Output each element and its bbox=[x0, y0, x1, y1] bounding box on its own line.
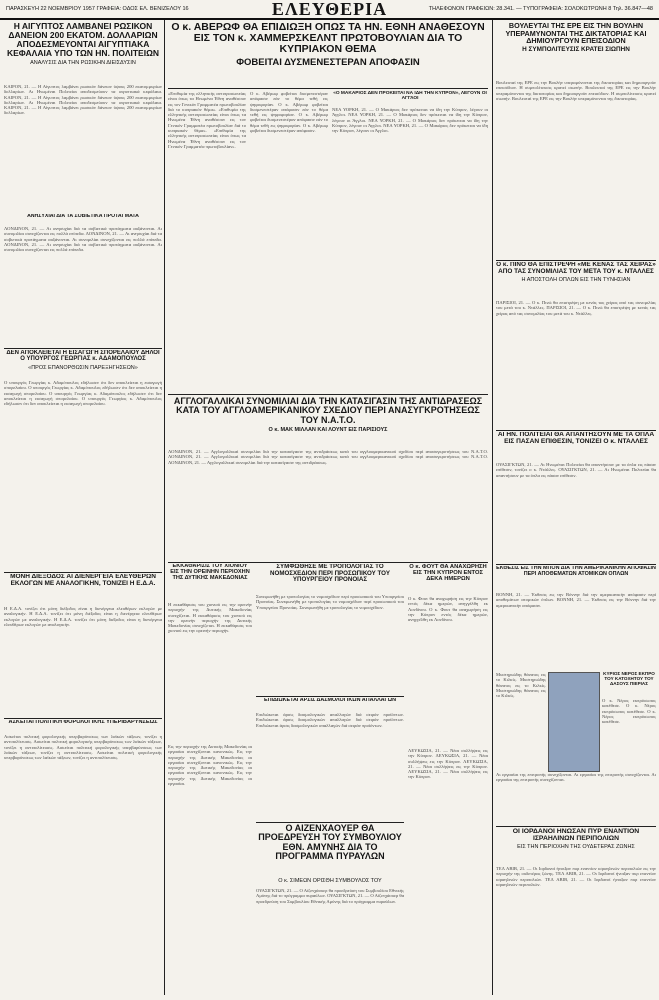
nato-subhead: Ο κ. ΜΑΚ ΜΙΛΛΑΝ ΚΑΙ ΛΟΥΝΤ ΕΙΣ ΠΑΡΙΣΙΟΥΣ bbox=[268, 427, 388, 434]
soviet-headline: ΑΝΗΣΥΧΙΑΙ ΔΙΑ ΤΑ ΣΟΒΙΕΤΙΚΑ ΠΡΟΤΑΓΜΑΤΑ bbox=[27, 214, 139, 219]
pino-body: ΠΑΡΙΣΙΟΙ, 21. — Ο κ. Πινώ θα επιστρέψη με κενάς τας χείρας από τας συνομιλίας του μετά του κ. Ντάλλες. ΠΑΡΙΣΙΟΙ, 21. — Ο κ. Πινώ θα επιστρέψη με κενάς τας χείρας από τας συνομιλίας του μετά του κ. Ντάλλες. bbox=[496, 300, 656, 316]
tariff-body: Επιδιώκεται άρσις δασμολογικών απαλλαγών διά σειράν προϊόντων. Επιδιώκεται άρσις δασμολογικών απαλλαγών διά σειράν προϊόντων. Επιδιώκεται άρσις δασμολογικών απαλλαγών διά σειράν προϊόντων. bbox=[256, 712, 404, 728]
snow-body: Η εκκαθάρισις του χιονιού εις την ορεινήν περιοχήν της Δυτικής Μακεδονίας συνεχίζεται. Η εκκαθάρισις του χιονιού εις την ορεινήν περιοχήν της Δυτικής Μακεδονίας συνεχίζεται. Η εκκαθάρισις του χιονιού εις την ορεινήν περιοχήν. bbox=[168, 602, 252, 634]
egypt-body: ΚΑΙΡΟΝ, 21. — Η Αίγυπτος λαμβάνει ρωσικόν δάνειον ύψους 200 εκατομμυρίων δολλαρίων. Αι Ηνωμέναι Πολιτείαι αποδεσμεύουν τα αιγυπτιακά κεφάλαια. ΚΑΙΡΟΝ, 21. — Η Αίγυπτος λαμβάνει ρωσικόν δάνειον ύψους 200 εκατομμυρίων δολλαρίων. Αι Ηνωμέναι Πολιτείαι αποδεσμεύουν τα αιγυπτιακά κεφάλαια. ΚΑΙΡΟΝ, 21. — Η Αίγυπτος λαμβάνει ρωσικόν δάνειον ύψους 200 εκατομμυρίων δολλαρίων. bbox=[4, 84, 162, 116]
foot-article bbox=[408, 564, 488, 594]
macedonia-body: Εις την περιοχήν της Δυτικής Μακεδονίας αι εργασίαι συνεχίζονται κανονικώς. Εις την περιοχήν της Δυτικής Μακεδονίας αι εργασίαι συνεχίζονται κανονικώς. Εις την περιοχήν της Δυτικής Μακεδονίας αι εργασίαι συνεχίζονται κανονικώς. Εις την περιοχήν της Δυτικής Μακεδονίας αι εργασίαι. bbox=[168, 744, 252, 787]
eda-body: Η Ε.Δ.Α. τονίζει ότι μόνη διέξοδος είναι η διενέργεια ελευθέρων εκλογών με αναλογικήν. Η Ε.Δ.Α. τονίζει ότι μόνη διέξοδος είναι η διενέργεια ελευθέρων εκλογών με αναλογικήν. Η Ε.Δ.Α. τονίζει ότι μόνη διέξοδος είναι η διενέργεια ελευθέρων εκλογών με αναλογικήν. bbox=[4, 606, 162, 627]
tariff-headline: ΕΠΙΔΙΩΚΕΤΑΙ ΑΡΣΙΣ ΔΑΣΜΟΛΟΓΙΚΩΝ ΑΠΑΛΛΑΓΩΝ bbox=[263, 698, 397, 703]
dulles-headline: ΑΙ ΗΝ. ΠΟΛΙΤΕΙΑΙ ΘΑ ΑΠΑΝΤΗΣΟΥΝ ΜΕ ΤΑ ΟΠΛΑ ΕΙΣ ΠΑΣΑΝ ΕΠΙΘΕΣΙΝ, ΤΟΝΙΖΕΙ Ο κ. ΝΤΑΛΛΕΣ bbox=[497, 432, 655, 445]
jordan-headline: ΟΙ ΙΟΡΔΑΝΟΙ ΗΝΩΣΑΝ ΠΥΡ ΕΝΑΝΤΙΟΝ ΙΣΡΑΗΛΙΝΩΝ ΠΕΡΙΠΟΛΙΩΝ bbox=[512, 828, 640, 843]
vouleftai-headline: ΒΟΥΛΕΥΤΑΙ ΤΗΣ ΕΡΕ ΕΙΣ ΤΗΝ ΒΟΥΛΗΝ ΥΠΕΡΑΜΥΝΟΝΤΑΙ ΤΗΣ ΔΙΚΤΑΤΟΡΙΑΣ ΚΑΙ ΔΗΜΙΟΥΡΓΟΥΝ ΕΠΕΙΣΟΔΙΟΝ bbox=[505, 22, 647, 46]
foot-body: Ο κ. Φουτ θα αναχωρήση εις την Κύπρον εντός δέκα ημερών, ανηγγέλθη εκ Λονδίνου. Ο κ. Φουτ θα αναχωρήση εις την Κύπρον εντός δέκα ημερών, ανηγγέλθη εκ Λονδίνου. bbox=[408, 596, 488, 623]
vouleftai-article bbox=[496, 22, 656, 78]
jordan-body: ΤΕΛ ΑΒΙΒ, 21. — Οι Ιορδανοί ήνοιξαν πυρ εναντίον ισραηλινών περιπολιών εις την περιοχήν της ουδετέρας ζώνης. ΤΕΛ ΑΒΙΒ, 21. — Οι Ιορδανοί ήνοιξαν πυρ εναντίον ισραηλινών περιπολιών. ΤΕΛ ΑΒΙΒ, 21. — Οι Ιορδανοί ήνοιξαν πυρ εναντίον ισραηλινών περιπολιών. bbox=[496, 866, 656, 887]
soviet-section bbox=[4, 214, 162, 224]
averof-body-col2: Ο κ. Αβέρωφ φοβείται δυσμενεστέραν απόφασιν εάν το θέμα τεθή εις ψηφοφορίαν. Ο κ. Αβέρωφ φοβείται δυσμενεστέραν απόφασιν εάν το θέμα τεθή εις ψηφοφορίαν. Ο κ. Αβέρωφ φοβείται δυσμενεστέραν απόφασιν εάν το θέμα τεθή εις ψηφοφορίαν. Ο κ. Αβέρωφ φοβείται δυσμενεστέραν απόφασιν. bbox=[250, 91, 328, 134]
pronoia-article bbox=[256, 564, 404, 592]
egypt-article bbox=[4, 22, 162, 82]
eisenhower-article bbox=[256, 824, 404, 876]
nato-headline: ΑΓΓΛΟΓΑΛΛΙΚΑΙ ΣΥΝΟΜΙΛΙΑΙ ΔΙΑ ΤΗΝ ΚΑΤΑΣΙΓΑΣΙΝ ΤΗΣ ΑΝΤΙΔΡΑΣΕΩΣ ΚΑΤΑ ΤΟΥ ΑΓΓΛΟΑΜΕΡΙΚΑΝΙΚΟΥ ΣΧΕΔΙΟΥ ΠΕΡΙ ΑΝΑΣΥΓΚΡΟΤΗΣΕΩΣ ΤΟΥ Ν.Α.Τ.Ο. bbox=[173, 397, 483, 425]
dulles-body: ΟΥΑΣΙΓΚΤΩΝ, 21. — Αι Ηνωμέναι Πολιτείαι θα απαντήσουν με τα όπλα εις πάσαν επίθεσιν, τονίζει ο κ. Ντάλλες. ΟΥΑΣΙΓΚΤΩΝ, 21. — Αι Ηνωμέναι Πολιτείαι θα απαντήσουν με τα όπλα εις πάσαν επίθεσιν. bbox=[496, 462, 656, 478]
makarios-article bbox=[332, 91, 488, 105]
egypt-subhead: ΑΝΑΛΥΣΙΣ ΔΙΑ ΤΗΝ ΡΩΣΙΚΗΝ ΔΙΕΙΣΔΥΣΙΝ bbox=[30, 59, 136, 66]
sporelaio-article bbox=[4, 350, 162, 378]
pino-subhead: Η ΑΠΟΣΤΟΛΗ ΟΠΛΩΝ ΕΙΣ ΤΗΝ ΤΥΝΗΣΙΑΝ bbox=[521, 277, 631, 284]
sporelaio-headline: ΔΕΝ ΑΠΟΚΛΕΙΕΤΑΙ Η ΕΙΣΑΓΩΓΗ ΣΠΟΡΕΛΑΙΟΥ ΔΗΛΟΙ Ο ΥΠΟΥΡΓΟΣ ΓΕΩΡΓΙΑΣ κ. ΑΔΑΜΟΠΟΥΛΟΣ bbox=[6, 350, 160, 363]
makarios-headline: «Ο ΜΑΚΑΡΙΟΣ ΔΕΝ ΠΡΟΚΕΙΤΑΙ ΝΑ ΙΔΗ ΤΗΝ ΚΥΠΡΟΝ», ΛΕΓΟΥΝ ΟΙ ΑΓΓΛΟΙ bbox=[333, 91, 487, 102]
vouleftai-subheadline: Η ΣΥΜΠΟΛΙΤΕΥΣΙΣ ΚΡΑΤΕΙ ΣΙΩΠΗΝ bbox=[522, 45, 630, 53]
tax-article bbox=[4, 720, 162, 732]
snow-article bbox=[168, 564, 252, 600]
nato-article bbox=[168, 397, 488, 447]
vouleftai-body: Βουλευταί της ΕΡΕ εις την Βουλήν υπεραμύνονται της δικτατορίας και δημιουργούν επεισόδιον. Η συμπολίτευσις κρατεί σιωπήν. Βουλευταί της ΕΡΕ εις την Βουλήν υπεραμύνονται της δικτατορίας και δημιουργούν επεισόδιον. Η συμπολίτευσις κρατεί σιωπήν. Βουλευταί της ΕΡΕ εις την Βουλήν υπεραμύνονται της δικτατορίας. bbox=[496, 80, 656, 101]
eisenhower-body: ΟΥΑΣΙΓΚΤΩΝ, 21. — Ο Αϊζενχάουερ θα προεδρεύση του Συμβουλίου Εθνικής Αμύνης διά το πρόγραμμα πυραύλων. ΟΥΑΣΙΓΚΤΩΝ, 21. — Ο Αϊζενχάουερ θα προεδρεύση του Συμβουλίου Εθνικής Αμύνης διά το πρόγραμμα πυραύλων. bbox=[256, 888, 404, 904]
neros-body: Ο κ. Νέρος εκπρόσωπος κατέθεσε. Ο κ. Νέρος εκπρόσωπος κατέθεσε. Ο κ. Νέρος εκπρόσωπος κατέθεσε. bbox=[602, 698, 656, 725]
soviet-body: ΛΟΝΔΙΝΟΝ, 21. — Αι ανησυχίαι διά τα σοβιετικά προτάγματα αυξάνονται. Αι συνομιλίαι συνεχίζονται εις πολλά επίπεδα. ΛΟΝΔΙΝΟΝ, 21. — Αι ανησυχίαι διά τα σοβιετικά προτάγματα αυξάνονται. Αι συνομιλίαι συνεχίζονται εις πολλά επίπεδα. ΛΟΝΔΙΝΟΝ, 21. — Αι ανησυχίαι διά τα σοβιετικά προτάγματα αυξάνονται. Αι συνομιλίαι συνεχίζονται εις πολλά επίπεδα. bbox=[4, 226, 162, 253]
averof-subheadline: ΦΟΒΕΙΤΑΙ ΔΥΣΜΕΝΕΣΤΕΡΑΝ ΑΠΟΦΑΣΙΝ bbox=[236, 57, 420, 69]
tax-body: Ασκείται πολιτική φορολογικής υπερβαρύνσεως των λαϊκών τάξεων, τονίζει η αντιπολίτευσις. Ασκείται πολιτική φορολογικής υπερβαρύνσεως των λαϊκών τάξεων, τονίζει η αντιπολίτευσις. Ασκείται πολιτική φορολογικής υπερβαρύνσεως των λαϊκών τάξεων, τονίζει η αντιπολίτευσις. Ασκείται πολιτική φορολογικής υπερβαρύνσεως των λαϊκών τάξεων, τονίζει η αντιπολίτευσις. bbox=[4, 734, 162, 761]
photo-side-left: Μυστηριώδης θάνατος εις το Κιλκίς. Μυστηριώδης θάνατος εις το Κιλκίς. Μυστηριώδης θάνατος εις το Κιλκίς. bbox=[496, 672, 546, 699]
pino-article bbox=[496, 262, 656, 298]
tariff-article bbox=[256, 698, 404, 710]
jordan-article bbox=[496, 828, 656, 864]
tax-headline: ΑΣΚΕΙΤΑΙ ΠΟΛΙΤΙΚΗ ΦΟΡΟΛΟΓΙΚΗΣ ΥΠΕΡΙΒΑΡΥΝΣΕΩΣ bbox=[8, 720, 158, 725]
makarios-body: ΝΕΑ ΥΟΡΚΗ, 21. — Ο Μακάριος δεν πρόκειται να ίδη την Κύπρον, λέγουν οι Άγγλοι. ΝΕΑ ΥΟΡΚΗ, 21. — Ο Μακάριος δεν πρόκειται να ίδη την Κύπρον, λέγουν οι Άγγλοι. ΝΕΑ ΥΟΡΚΗ, 21. — Ο Μακάριος δεν πρόκειται να ίδη την Κύπρον, λέγουν οι Άγγλοι. ΝΕΑ ΥΟΡΚΗ, 21. — Ο Μακάριος δεν πρόκειται να ίδη την Κύπρον, λέγουν οι Άγγλοι. bbox=[332, 107, 488, 134]
pronoia-body: Συνεφωνήθη με τροπολογίας το νομοσχέδιον περί προσωπικού του Υπουργείου Προνοίας. Συνεφωνήθη με τροπολογίας το νομοσχέδιον περί προσωπικού του Υπουργείου Προνοίας. Συνεφωνήθη με τροπολογίας το νομοσχέδιον. bbox=[256, 594, 404, 610]
dulles-article bbox=[496, 432, 656, 460]
eda-headline: ΜΟΝΗ ΔΙΕΞΟΔΟΣ ΑΙ ΔΙΕΝΕΡΓΕΙΑ ΕΛΕΥΘΕΡΩΝ ΕΚΛΟΓΩΝ ΜΕ ΑΝΑΛΟΓΙΚΗΝ, ΤΟΝΙΖΕΙ Η Ε.Δ.Α. bbox=[10, 574, 156, 587]
eisenhower-subhead: Ο κ. ΣΙΜΕΩΝ ΟΡΙΣΘΗ ΣΥΜΒΟΥΛΟΣ ΤΟΥ bbox=[278, 878, 382, 884]
masthead-title: ΕΛΕΥΘΕΡΙΑ bbox=[271, 0, 388, 19]
neros-headline: ΚΥΡΙΟΣ ΝΕΡΟΣ ΕΚΠΡΟ ΤΟΥ ΚΑΤΟΧΗΤΟΥ ΤΟΥ ΔΑΣΟΥΣ ΠΙΕΡΙΑΣ bbox=[603, 672, 655, 686]
sporelaio-subhead: «ΠΡΟΣ ΕΠΑΝΟΡΘΩΣΙΝ ΠΑΡΕΞΗΓΗΣΕΩΝ» bbox=[28, 364, 138, 371]
cyprus-body: ΛΕΥΚΩΣΙΑ, 21. — Νέαι συλλήψεις εις την Κύπρον. ΛΕΥΚΩΣΙΑ, 21. — Νέαι συλλήψεις εις την Κύπρον. ΛΕΥΚΩΣΙΑ, 21. — Νέαι συλλήψεις εις την Κύπρον. ΛΕΥΚΩΣΙΑ, 21. — Νέαι συλλήψεις εις την Κύπρον. bbox=[408, 748, 488, 780]
foot-headline: Ο κ. ΦΟΥΤ ΘΑ ΑΝΑΧΩΡΗΣΗ ΕΙΣ ΤΗΝ ΚΥΠΡΟΝ ΕΝΤΟΣ ΔΕΚΑ ΗΜΕΡΩΝ bbox=[409, 564, 487, 583]
pronoia-headline: ΣΥΜΦΩΘΗΣΕ ΜΕ ΤΡΟΠΟΛΟΓΙΑΣ ΤΟ ΝΟΜΟΣΧΕΔΙΟΝ ΠΕΡΙ ΠΡΟΣΩΠΙΚΟΥ ΤΟΥ ΥΠΟΥΡΓΕΙΟΥ ΠΡΟΝΟΙΑΣ bbox=[270, 564, 390, 583]
snow-headline: ΕΚΚΑΘΑΡΙΣΙΣ ΤΟΥ ΧΙΟΝΙΟΥ ΕΙΣ ΤΗΝ ΟΡΕΙΝΗΝ ΠΕΡΙΟΧΗΝ ΤΗΣ ΔΥΤΙΚΗΣ ΜΑΚΕΔΟΝΙΑΣ bbox=[170, 564, 250, 581]
jordan-subhead: ΕΙΣ ΤΗΝ ΠΕΡΙΟΧΗΝ ΤΗΣ ΟΥΔΕΤΕΡΑΣ ΖΩΝΗΣ bbox=[517, 844, 635, 851]
pino-headline: Ο κ. ΠΙΝΟ ΘΑ ΕΠΙΣΤΡΕΨΗ «ΜΕ ΚΕΝΑΣ ΤΑΣ ΧΕΙΡΑΣ» ΑΠΟ ΤΑΣ ΣΥΝΟΜΙΛΙΑΣ ΤΟΥ ΜΕΤΑ ΤΟΥ κ. ΝΤΑΛΛΕΣ bbox=[496, 262, 656, 275]
eisenhower-sub bbox=[256, 878, 404, 886]
averof-article bbox=[168, 22, 488, 86]
averof-headline: Ο κ. ΑΒΕΡΩΦ ΘΑ ΕΠΙΔΙΩΞΗ ΟΠΩΣ ΤΑ ΗΝ. ΕΘΝΗ ΑΝΑΘΕΣΟΥΝ ΕΙΣ ΤΟΝ κ. ΧΑΜΜΕΡΣΚΕΛΝΤ ΠΡΩΤΟΒΟΥΛΙΑΝ ΔΙΑ ΤΟ ΚΥΠΡΙΑΚΟΝ ΘΕΜΑ bbox=[171, 22, 485, 56]
neros-article bbox=[602, 672, 656, 696]
sporelaio-body: Ο υπουργός Γεωργίας κ. Αδαμόπουλος εδήλωσεν ότι δεν αποκλείεται η εισαγωγή σπορελαίου. Ο υπουργός Γεωργίας κ. Αδαμόπουλος εδήλωσεν ότι δεν αποκλείεται η εισαγωγή σπορελαίου. Ο υπουργός Γεωργίας κ. Αδαμόπουλος εδήλωσεν ότι δεν αποκλείεται η εισαγωγή σπορελαίου. Ο υπουργός Γεωργίας κ. Αδαμόπουλος εδήλωσεν ότι δεν αποκλείεται η εισαγωγή σπορελαίου. bbox=[4, 380, 162, 407]
masthead bbox=[0, 0, 659, 20]
misc-body: Αι εργασίαι της επιτροπής συνεχίζονται. Αι εργασίαι της επιτροπής συνεχίζονται. Αι εργασίαι της επιτροπής συνεχίζονται. bbox=[496, 772, 656, 783]
masthead-contacts: ΤΗΛΕΦΩΝΟΝ ΓΡΑΦΕΙΩΝ: 28.341. — ΤΥΠΟΓΡΑΦΕΙΑ: ΣΟΛΟΚΩΤΡΩΝΗ 8 Τηλ. 36.847—48 bbox=[428, 6, 653, 12]
news-photo bbox=[548, 672, 600, 772]
bonn-article bbox=[496, 566, 656, 590]
nato-body: ΛΟΝΔΙΝΟΝ, 21. — Αγγλογαλλικαί συνομιλίαι διά την κατασίγασιν της αντιδράσεως κατά του αγγλοαμερικανικού σχεδίου περί ανασυγκροτήσεως του Ν.Α.Τ.Ο. ΛΟΝΔΙΝΟΝ, 21. — Αγγλογαλλικαί συνομιλίαι διά την κατασίγασιν της αντιδράσεως κατά του αγγλοαμερικανικού σχεδίου περί ανασυγκροτήσεως του Ν.Α.Τ.Ο. ΛΟΝΔΙΝΟΝ, 21. — Αγγλογαλλικαί συνομιλίαι διά την κατασίγασιν της αντιδράσεως. bbox=[168, 449, 488, 465]
masthead-date: ΠΑΡΑΣΚΕΥΗ 22 ΝΟΕΜΒΡΙΟΥ 1957 ΓΡΑΦΕΙΑ: ΟΔΟΣ ΕΛ. ΒΕΝΙΖΕΛΟΥ 16 bbox=[6, 6, 189, 12]
eisenhower-headline: Ο ΑΙΖΕΝΧΑΟΥΕΡ ΘΑ ΠΡΟΕΔΡΕΥΣΗ ΤΟΥ ΣΥΜΒΟΥΛΙΟΥ ΕΘΝ. ΑΜΥΝΗΣ ΔΙΑ ΤΟ ΠΡΟΓΡΑΜΜΑ ΠΥΡΑΥΛΩΝ bbox=[258, 824, 402, 862]
eda-article bbox=[4, 574, 162, 604]
egypt-headline: Η ΑΙΓΥΠΤΟΣ ΛΑΜΒΑΝΕΙ ΡΩΣΙΚΟΝ ΔΑΝΕΙΟΝ 200 ΕΚΑΤΟΜ. ΔΟΛΛΑΡΙΩΝ ΑΠΟΔΕΣΜΕΥΟΝΤΑΙ ΑΙΓΥΠΤΙΑΚΑ ΚΕΦΑΛΑΙΑ ΥΠΟ ΤΩΝ ΗΝ. ΠΟΛΙΤΕΙΩΝ bbox=[6, 22, 160, 58]
bonn-body: ΒΟΝΝΗ, 21. — Έκθεσις εις την Βόννην διά την αμερικανικήν απόφασιν περί αποθεμάτων ατομικών όπλων. ΒΟΝΝΗ, 21. — Έκθεσις εις την Βόννην διά την αμερικανικήν απόφασιν. bbox=[496, 592, 656, 608]
averof-body-col1: «Επιθυμία της ελληνικής αντιπροσωπείας είναι όπως τα Ηνωμένα Έθνη αναθέσουν εις τον Γενικόν Γραμματέα πρωτοβουλίαν διά το κυπριακόν θέμα». «Επιθυμία της ελληνικής αντιπροσωπείας είναι όπως τα Ηνωμένα Έθνη αναθέσουν εις τον Γενικόν Γραμματέα πρωτοβουλίαν διά το κυπριακόν θέμα». «Επιθυμία της ελληνικής αντιπροσωπείας είναι όπως τα Ηνωμένα Έθνη αναθέσουν εις τον Γενικόν Γραμματέα πρωτοβουλίαν». bbox=[168, 91, 246, 149]
bonn-headline: ΕΚΘΕΣΙΣ ΕΙΣ ΤΗΝ ΜΠΟΝ ΔΙΑ ΤΗΝ ΑΜΕΡΙΚΑΝΙΚΗΝ ΑΠΟΦΑΣΙΝ ΠΕΡΙ ΑΠΟΘΕΜΑΤΩΝ ΑΤΟΜΙΚΩΝ ΟΠΛΩΝ bbox=[496, 566, 656, 577]
